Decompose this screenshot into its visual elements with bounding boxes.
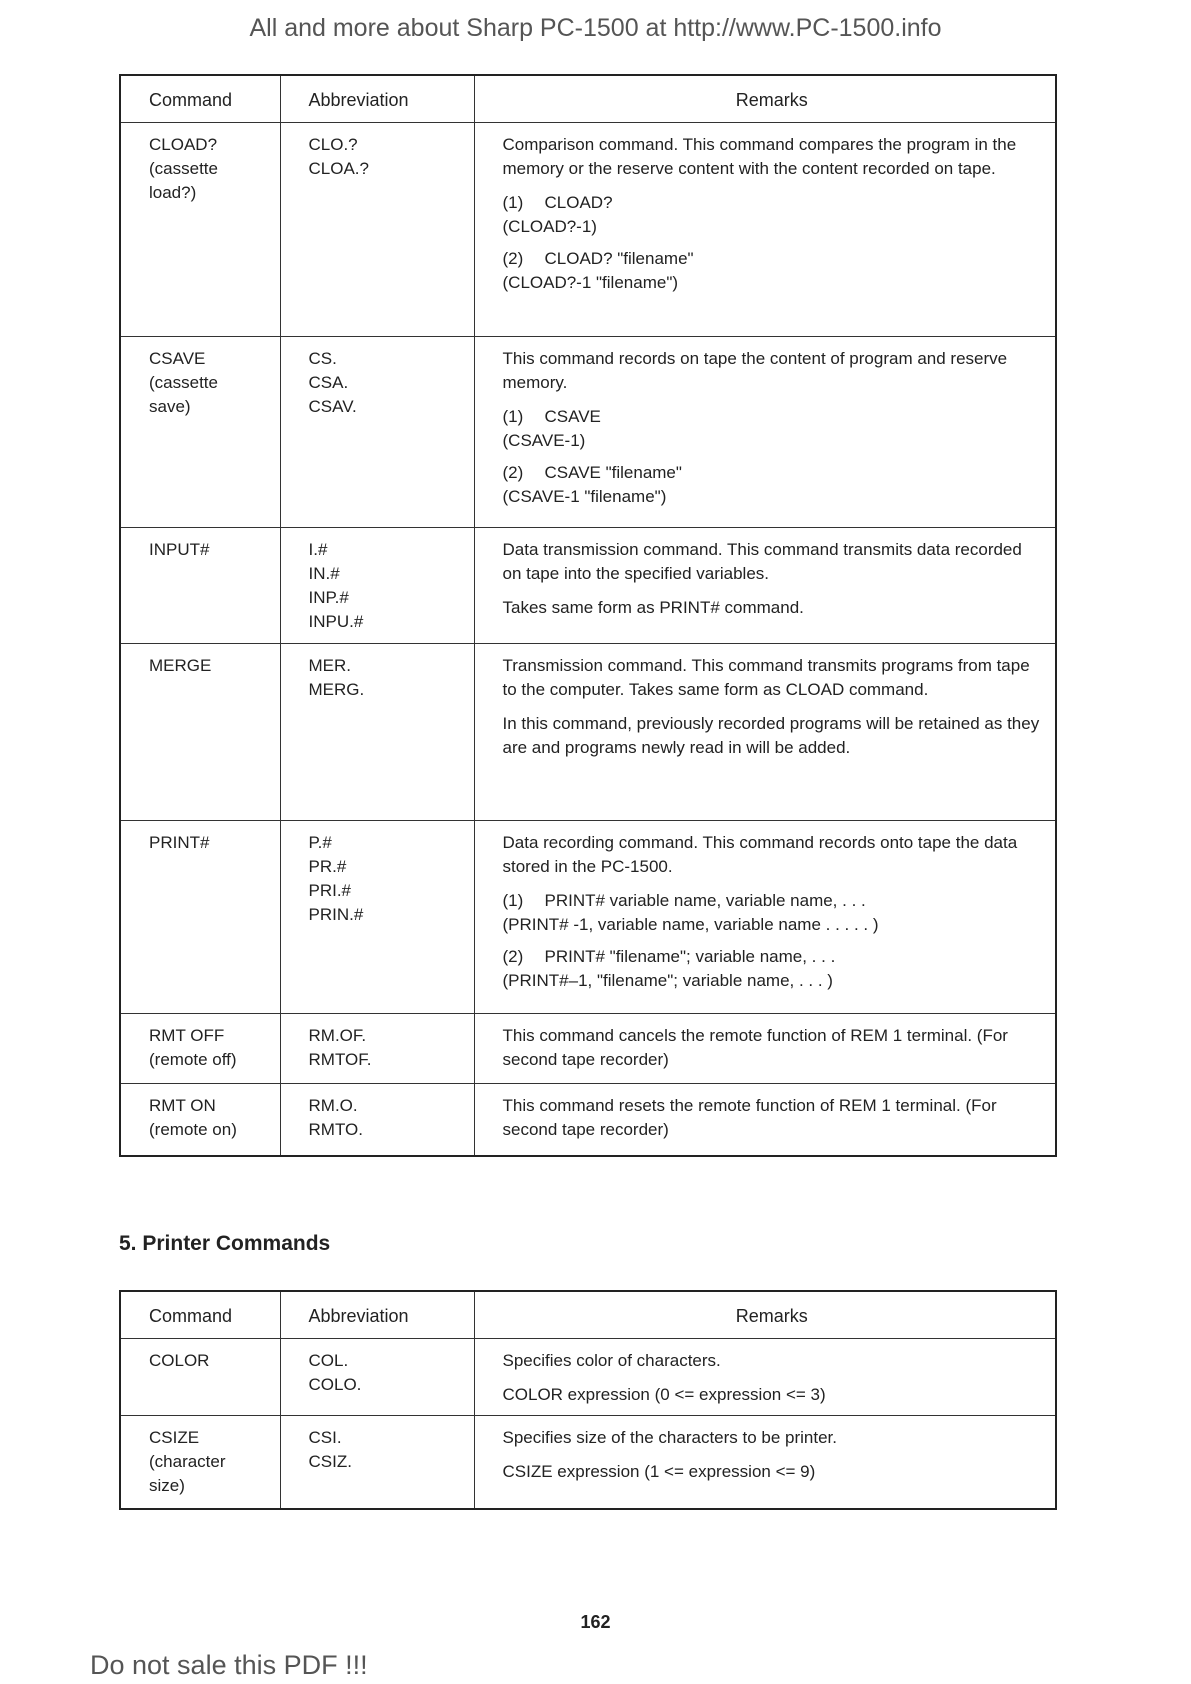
syntax-line: PRINT# "filename"; variable name, . . . — [544, 947, 836, 966]
remark-text: Data recording command. This command records onto tape the data stored in the PC-1500. — [502, 833, 1018, 876]
item-number: (2) — [502, 463, 524, 482]
abbreviation-cell — [280, 528, 474, 644]
remarks-cell — [474, 1339, 1056, 1416]
remark-text: Comparison command. This command compares the program in the memory or the reserve content with the content recorded on tape. — [502, 135, 1017, 178]
remarks-cell — [474, 821, 1056, 1014]
abbreviation: PRI.# — [308, 881, 352, 900]
syntax-item — [503, 247, 1042, 295]
table-header-row — [120, 75, 1056, 123]
syntax-variant: (CLOAD?-1 "filename") — [502, 273, 679, 292]
syntax-line: CSAVE — [544, 407, 601, 426]
table-row — [120, 528, 1056, 644]
table-row — [120, 337, 1056, 528]
table-row — [120, 123, 1056, 337]
abbreviation: INPU.# — [308, 612, 364, 631]
table-row — [120, 644, 1056, 821]
printer-commands-table — [119, 1290, 1057, 1510]
table-header-row — [120, 1291, 1056, 1339]
abbreviation: CSAV. — [308, 397, 357, 416]
command-cell — [120, 644, 280, 821]
command-cell — [120, 1084, 280, 1156]
abbreviation: PRIN.# — [308, 905, 364, 924]
command-cell — [120, 1416, 280, 1509]
abbreviation: RMTOF. — [308, 1050, 372, 1069]
abbreviation: CS. — [308, 349, 337, 368]
remark-text: Specifies color of characters. — [502, 1351, 721, 1370]
table-row — [120, 1339, 1056, 1416]
abbreviation: CLOA.? — [308, 159, 369, 178]
remark-text: This command resets the remote function of REM 1 terminal. (For second tape recorder) — [502, 1096, 997, 1139]
header-command: Command — [120, 75, 280, 123]
abbreviation: IN.# — [308, 564, 340, 583]
remark-text: This command cancels the remote function of REM 1 terminal. (For second tape recorder) — [502, 1026, 1008, 1069]
abbreviation-cell — [280, 821, 474, 1014]
abbreviation-cell — [280, 1014, 474, 1084]
section-heading: 5. Printer Commands — [119, 1232, 331, 1255]
command-name: CSAVE — [149, 349, 206, 368]
command-name: RMT OFF — [149, 1026, 225, 1045]
syntax-variant: (CSAVE-1) — [502, 431, 586, 450]
abbreviation-cell — [280, 1339, 474, 1416]
header-remarks: Remarks — [474, 1291, 1056, 1339]
abbreviation: I.# — [308, 540, 328, 559]
table-row — [120, 1084, 1056, 1156]
command-cell — [120, 821, 280, 1014]
header-command: Command — [120, 1291, 280, 1339]
abbreviation-cell — [280, 1084, 474, 1156]
command-cell — [120, 123, 280, 337]
remarks-cell — [474, 1416, 1056, 1509]
syntax-line: CSAVE "filename" — [544, 463, 682, 482]
item-number: (1) — [502, 891, 524, 910]
command-name: CLOAD? — [149, 135, 218, 154]
command-name: COLOR — [149, 1351, 210, 1370]
header-abbreviation: Abbreviation — [280, 1291, 474, 1339]
syntax-line: PRINT# variable name, variable name, . . . — [544, 891, 866, 910]
command-note: (remote off) — [149, 1050, 237, 1069]
item-number: (1) — [502, 407, 524, 426]
command-name: RMT ON — [149, 1096, 216, 1115]
syntax-variant: (PRINT# -1, variable name, variable name . . . . . ) — [502, 915, 879, 934]
abbreviation: P.# — [308, 833, 332, 852]
abbreviation: MER. — [308, 656, 351, 675]
syntax-line: CLOAD? — [544, 193, 613, 212]
syntax-item — [503, 889, 1042, 937]
remarks-cell — [474, 644, 1056, 821]
item-number: (2) — [502, 947, 524, 966]
footer-note: Do not sale this PDF !!! — [90, 1650, 368, 1680]
table-row — [120, 821, 1056, 1014]
remarks-cell — [474, 337, 1056, 528]
table-row — [120, 1416, 1056, 1509]
item-number: (1) — [502, 193, 524, 212]
abbreviation: CSI. — [308, 1428, 342, 1447]
command-cell — [120, 1014, 280, 1084]
item-number: (2) — [502, 249, 524, 268]
abbreviation: COL. — [308, 1351, 349, 1370]
remark-text: In this command, previously recorded programs will be retained as they are and programs newly read in will be added. — [502, 714, 1040, 757]
page-number: 162 — [580, 1612, 611, 1632]
header-abbreviation: Abbreviation — [280, 75, 474, 123]
abbreviation: CSA. — [308, 373, 349, 392]
abbreviation-cell — [280, 644, 474, 821]
abbreviation: RM.OF. — [308, 1026, 367, 1045]
remark-text: CSIZE expression (1 <= expression <= 9) — [502, 1462, 816, 1481]
command-note: (remote on) — [149, 1120, 237, 1139]
command-cell — [120, 528, 280, 644]
abbreviation-cell — [280, 1416, 474, 1509]
syntax-variant: (CSAVE-1 "filename") — [502, 487, 667, 506]
syntax-item — [503, 461, 1042, 509]
source-banner: All and more about Sharp PC-1500 at http://www.PC-1500.info — [249, 14, 942, 42]
remarks-cell — [474, 1084, 1056, 1156]
remark-text: Takes same form as PRINT# command. — [502, 598, 804, 617]
remarks-cell — [474, 123, 1056, 337]
table-row — [120, 1014, 1056, 1084]
command-cell — [120, 337, 280, 528]
cassette-commands-table — [119, 74, 1057, 1157]
abbreviation: PR.# — [308, 857, 347, 876]
abbreviation: RM.O. — [308, 1096, 358, 1115]
syntax-variant: (CLOAD?-1) — [502, 217, 597, 236]
command-name: CSIZE — [149, 1428, 200, 1447]
command-name: PRINT# — [149, 833, 210, 852]
abbreviation-cell — [280, 337, 474, 528]
abbreviation: COLO. — [308, 1375, 362, 1394]
syntax-line: CLOAD? "filename" — [544, 249, 694, 268]
command-cell — [120, 1339, 280, 1416]
remarks-cell — [474, 528, 1056, 644]
syntax-variant: (PRINT#–1, "filename"; variable name, . . . ) — [502, 971, 833, 990]
abbreviation: CLO.? — [308, 135, 358, 154]
remarks-cell — [474, 1014, 1056, 1084]
command-note: (cassette save) — [149, 373, 218, 416]
remark-text: Transmission command. This command transmits programs from tape to the computer. Takes same form as CLOAD command. — [502, 656, 1030, 699]
abbreviation: RMTO. — [308, 1120, 363, 1139]
header-remarks: Remarks — [474, 75, 1056, 123]
abbreviation: INP.# — [308, 588, 349, 607]
command-name: INPUT# — [149, 540, 210, 559]
syntax-item — [503, 945, 1042, 993]
syntax-item — [503, 191, 1042, 239]
remark-text: Specifies size of the characters to be printer. — [502, 1428, 838, 1447]
remark-text: This command records on tape the content of program and reserve memory. — [502, 349, 1008, 392]
abbreviation: CSIZ. — [308, 1452, 352, 1471]
remark-text: Data transmission command. This command transmits data recorded on tape into the specified variables. — [502, 540, 1022, 583]
command-note: (cassette load?) — [149, 159, 218, 202]
abbreviation: MERG. — [308, 680, 365, 699]
syntax-item — [503, 405, 1042, 453]
abbreviation-cell — [280, 123, 474, 337]
command-name: MERGE — [149, 656, 212, 675]
remark-text: COLOR expression (0 <= expression <= 3) — [502, 1385, 826, 1404]
command-note: (character size) — [149, 1452, 226, 1495]
